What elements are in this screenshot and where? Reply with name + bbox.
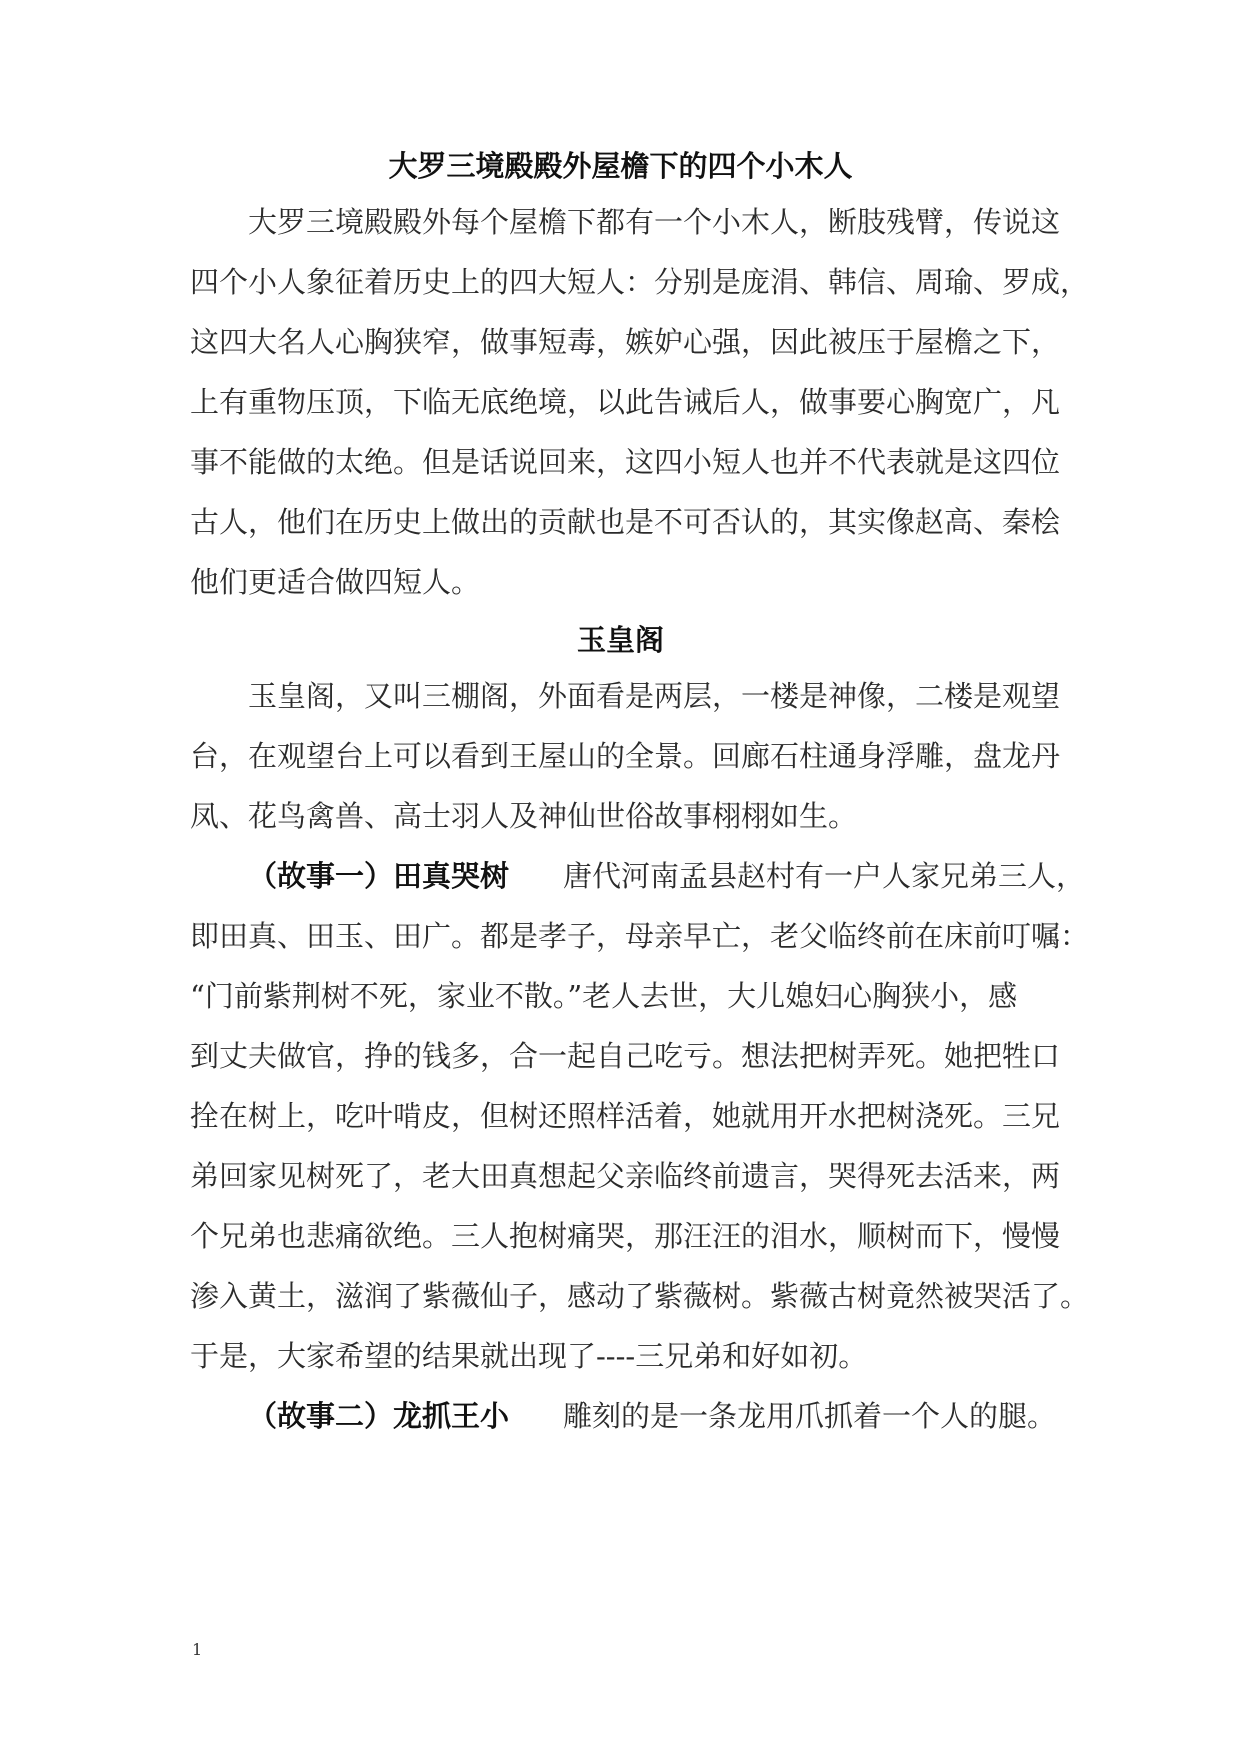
paragraph-line: 到丈夫做官，挣的钱多，合一起自己吃亏。想法把树弄死。她把牲口 [190, 1039, 1061, 1073]
paragraph-line: 个兄弟也悲痛欲绝。三人抱树痛哭，那汪汪的泪水，顺树而下，慢慢 [190, 1219, 1061, 1253]
paragraph-line: 他们更适合做四短人。 [190, 565, 481, 599]
story-two-title: （故事二）龙抓王小 [248, 1399, 510, 1433]
section-title-wooden-figures: 大罗三境殿殿外屋檐下的四个小木人 [388, 149, 853, 183]
paragraph-line: 事不能做的太绝。但是话说回来，这四小短人也并不代表就是这四位 [190, 445, 1061, 479]
paragraph-line: 这四大名人心胸狭窄，做事短毒，嫉妒心强，因此被压于屋檐之下， [190, 325, 1061, 359]
paragraph-line: 凤、花鸟禽兽、高士羽人及神仙世俗故事栩栩如生。 [190, 799, 858, 833]
paragraph-line: 古人，他们在历史上做出的贡献也是不可否认的，其实像赵高、秦桧 [190, 505, 1061, 539]
paragraph-line: 渗入黄土，滋润了紫薇仙子，感动了紫薇树。紫薇古树竟然被哭活了。 [190, 1279, 1090, 1313]
paragraph-line: 拴在树上，吃叶啃皮，但树还照样活着，她就用开水把树浇死。三兄 [190, 1099, 1061, 1133]
paragraph-line: 四个小人象征着历史上的四大短人：分别是庞涓、韩信、周瑜、罗成， [190, 265, 1090, 299]
paragraph-line: 玉皇阁，又叫三棚阁，外面看是两层，一楼是神像，二楼是观望 [248, 679, 1061, 713]
paragraph-line: 于是，大家希望的结果就出现了----三兄弟和好如初。 [190, 1339, 868, 1373]
page-number: 1 [192, 1640, 203, 1659]
paragraph-line: “门前紫荆树不死，家业不散。”老人去世，大儿媳妇心胸狭小，感 [190, 979, 1018, 1013]
paragraph-line: 大罗三境殿殿外每个屋檐下都有一个小木人，断肢残臂，传说这 [248, 205, 1061, 239]
paragraph-line: 弟回家见树死了，老大田真想起父亲临终前遗言，哭得死去活来，两 [190, 1159, 1061, 1193]
story-one-title: （故事一）田真哭树 [248, 859, 510, 893]
section-title-jade-emperor-pavilion: 玉皇阁 [576, 623, 664, 657]
story-two-first-line [248, 1396, 1056, 1436]
paragraph-line: 上有重物压顶，下临无底绝境，以此告诫后人，做事要心胸宽广，凡 [190, 385, 1061, 419]
paragraph-line: 即田真、田玉、田广。都是孝子，母亲早亡，老父临终前在床前叮嘱： [190, 919, 1090, 953]
story-two-opening-text: 雕刻的是一条龙用爪抓着一个人的腿。 [563, 1399, 1057, 1433]
story-one-opening-text: 唐代河南孟县赵村有一户人家兄弟三人， [563, 859, 1086, 893]
paragraph-line: 台，在观望台上可以看到王屋山的全景。回廊石柱通身浮雕，盘龙丹 [190, 739, 1061, 773]
story-one-first-line [248, 856, 1085, 896]
